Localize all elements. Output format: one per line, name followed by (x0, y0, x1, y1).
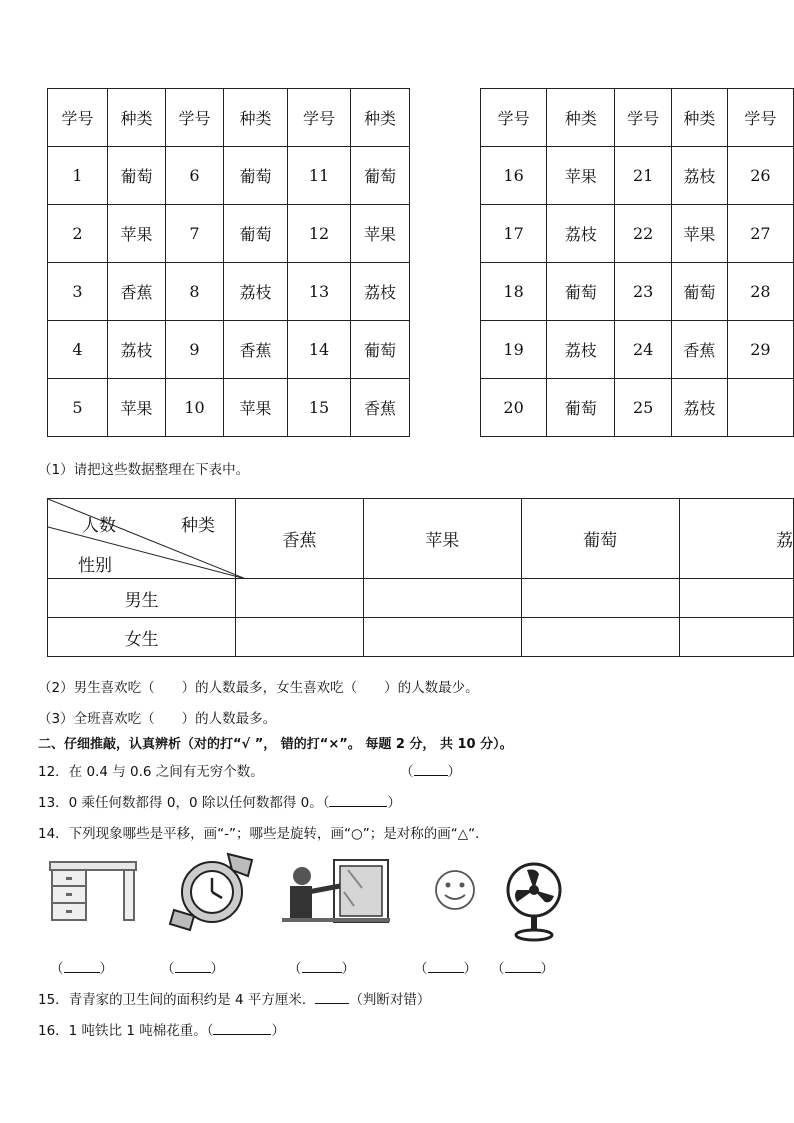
table-cell: 苹果 (547, 147, 615, 205)
table-cell: 葡萄 (224, 147, 288, 205)
table-row (481, 263, 794, 321)
corner-header-cell (48, 499, 236, 579)
column-header-apple: 苹果 (363, 499, 521, 579)
question-12 (38, 760, 461, 780)
corner-label-gender: 性别 (78, 556, 112, 576)
table-cell: 4 (48, 321, 108, 379)
table-cell: 香蕉 (351, 379, 410, 437)
header-cell: 学号 (288, 89, 351, 147)
table-cell: 8 (166, 263, 224, 321)
column-header-banana: 香蕉 (236, 499, 364, 579)
corner-label-people: 人数 (82, 516, 116, 536)
question-16-text: 16．1 吨铁比 1 吨棉花重。（ (38, 1023, 214, 1039)
table-cell: 葡萄 (671, 263, 727, 321)
data-table-right-wrapper (480, 88, 794, 438)
table-cell: 葡萄 (547, 263, 615, 321)
table-cell: 29 (727, 321, 793, 379)
question-15-suffix: （判断对错） (349, 992, 431, 1008)
summary-cell[interactable] (236, 579, 364, 618)
table-cell: 21 (615, 147, 671, 205)
table-cell: 22 (615, 205, 671, 263)
table-cell: 荔枝 (351, 263, 410, 321)
table-cell: 2 (48, 205, 108, 263)
summary-cell[interactable] (363, 579, 521, 618)
header-cell: 种类 (671, 89, 727, 147)
table-cell: 苹果 (671, 205, 727, 263)
table-cell: 葡萄 (351, 147, 410, 205)
table-cell: 荔枝 (547, 205, 615, 263)
table-cell: 18 (481, 263, 547, 321)
question-16 (38, 1019, 285, 1039)
table-cell: 13 (288, 263, 351, 321)
table-cell: 苹果 (108, 205, 166, 263)
table-header-row (48, 89, 410, 147)
table-cell: 9 (166, 321, 224, 379)
smiley-face-image (434, 869, 476, 911)
header-cell: 学号 (48, 89, 108, 147)
table-row (481, 205, 794, 263)
header-cell: 种类 (108, 89, 166, 147)
table-row (481, 379, 794, 437)
table-row (481, 321, 794, 379)
table-row (48, 147, 410, 205)
row-label-boys: 男生 (48, 579, 236, 618)
table-cell: 荔枝 (547, 321, 615, 379)
table-cell: 葡萄 (224, 205, 288, 263)
table-cell (727, 379, 793, 437)
question-3: （3）全班喜欢吃（ ）的人数最多。 (38, 711, 277, 727)
answer-slot-2[interactable]: （ ） (161, 961, 224, 977)
header-cell: 种类 (547, 89, 615, 147)
table-cell: 25 (615, 379, 671, 437)
summary-table (47, 498, 794, 657)
table-cell: 28 (727, 263, 793, 321)
table-cell: 苹果 (108, 379, 166, 437)
data-table-left (47, 88, 410, 437)
question-13 (38, 791, 401, 811)
table-cell: 荔枝 (671, 147, 727, 205)
q16-answer-blank[interactable] (213, 1022, 271, 1035)
question-15-text: 15．青青家的卫生间的面积约是 4 平方厘米． (38, 992, 316, 1008)
question-12-text: 12．在 0.4 与 0.6 之间有无穷个数。 (38, 764, 264, 780)
table-cell: 12 (288, 205, 351, 263)
header-cell: 学号 (166, 89, 224, 147)
answer-slot-5[interactable]: （ ） (491, 961, 554, 977)
table-row (481, 147, 794, 205)
table-cell: 10 (166, 379, 224, 437)
table-cell: 17 (481, 205, 547, 263)
table-cell: 7 (166, 205, 224, 263)
table-cell: 23 (615, 263, 671, 321)
header-cell: 种类 (224, 89, 288, 147)
table-cell: 葡萄 (108, 147, 166, 205)
summary-cell[interactable] (679, 618, 793, 657)
summary-cell[interactable] (363, 618, 521, 657)
table-row (48, 379, 410, 437)
table-cell: 19 (481, 321, 547, 379)
q16-paren-close: ） (271, 1023, 285, 1039)
summary-cell[interactable] (236, 618, 364, 657)
row-label-girls: 女生 (48, 618, 236, 657)
q13-paren-close: ） (387, 795, 401, 811)
q12-paren-close: ） (447, 764, 461, 780)
table-cell: 荔枝 (108, 321, 166, 379)
header-cell: 学号 (615, 89, 671, 147)
column-header-lychee: 荔 (679, 499, 793, 579)
table-row (48, 321, 410, 379)
table-cell: 14 (288, 321, 351, 379)
electric-fan-image (503, 862, 565, 942)
answer-slot-1[interactable]: （ ） (50, 961, 113, 977)
question-1: （1）请把这些数据整理在下表中。 (38, 462, 250, 478)
person-pushing-window-image (282, 858, 390, 924)
section-2-heading: 二、仔细推敲，认真辨析（对的打“√ ”， 错的打“×”。 每题 2 分， 共 10 分）。 (38, 737, 513, 752)
summary-table-wrapper (47, 498, 794, 660)
q12-paren-open: （ (400, 764, 414, 780)
answer-slot-3[interactable]: （ ） (288, 961, 355, 977)
table-header-row (481, 89, 794, 147)
header-cell: 学号 (481, 89, 547, 147)
question-13-text: 13．0 乘任何数都得 0，0 除以任何数都得 0。（ (38, 795, 330, 811)
table-cell: 3 (48, 263, 108, 321)
table-cell: 香蕉 (108, 263, 166, 321)
question-2: （2）男生喜欢吃（ ）的人数最多，女生喜欢吃（ ）的人数最少。 (38, 680, 479, 696)
table-cell: 苹果 (351, 205, 410, 263)
table-cell: 6 (166, 147, 224, 205)
table-cell: 24 (615, 321, 671, 379)
summary-cell[interactable] (679, 579, 793, 618)
q13-answer-blank[interactable] (329, 794, 387, 807)
table-cell: 15 (288, 379, 351, 437)
table-row (48, 205, 410, 263)
summary-cell[interactable] (521, 618, 679, 657)
table-cell: 葡萄 (547, 379, 615, 437)
corner-label-kind: 种类 (181, 516, 215, 536)
summary-cell[interactable] (521, 579, 679, 618)
desk-image (48, 858, 140, 924)
table-cell: 苹果 (224, 379, 288, 437)
q12-answer-blank[interactable] (414, 763, 448, 776)
q15-answer-blank[interactable] (315, 991, 349, 1004)
table-cell: 1 (48, 147, 108, 205)
table-cell: 荔枝 (671, 379, 727, 437)
answer-slot-4[interactable]: （ ） (414, 961, 477, 977)
data-table-right (480, 88, 794, 437)
header-cell: 学号 (727, 89, 793, 147)
wristwatch-image (166, 852, 258, 932)
table-cell: 荔枝 (224, 263, 288, 321)
question-14: 14．下列现象哪些是平移，画“-”；哪些是旋转，画“○”；是对称的画“△“． (38, 826, 489, 842)
column-header-grape: 葡萄 (521, 499, 679, 579)
table-cell: 香蕉 (224, 321, 288, 379)
table-cell: 16 (481, 147, 547, 205)
header-cell: 种类 (351, 89, 410, 147)
table-row (48, 263, 410, 321)
table-cell: 11 (288, 147, 351, 205)
table-cell: 20 (481, 379, 547, 437)
table-cell: 5 (48, 379, 108, 437)
table-cell: 27 (727, 205, 793, 263)
question-15 (38, 988, 430, 1008)
table-cell: 葡萄 (351, 321, 410, 379)
table-cell: 26 (727, 147, 793, 205)
table-cell: 香蕉 (671, 321, 727, 379)
